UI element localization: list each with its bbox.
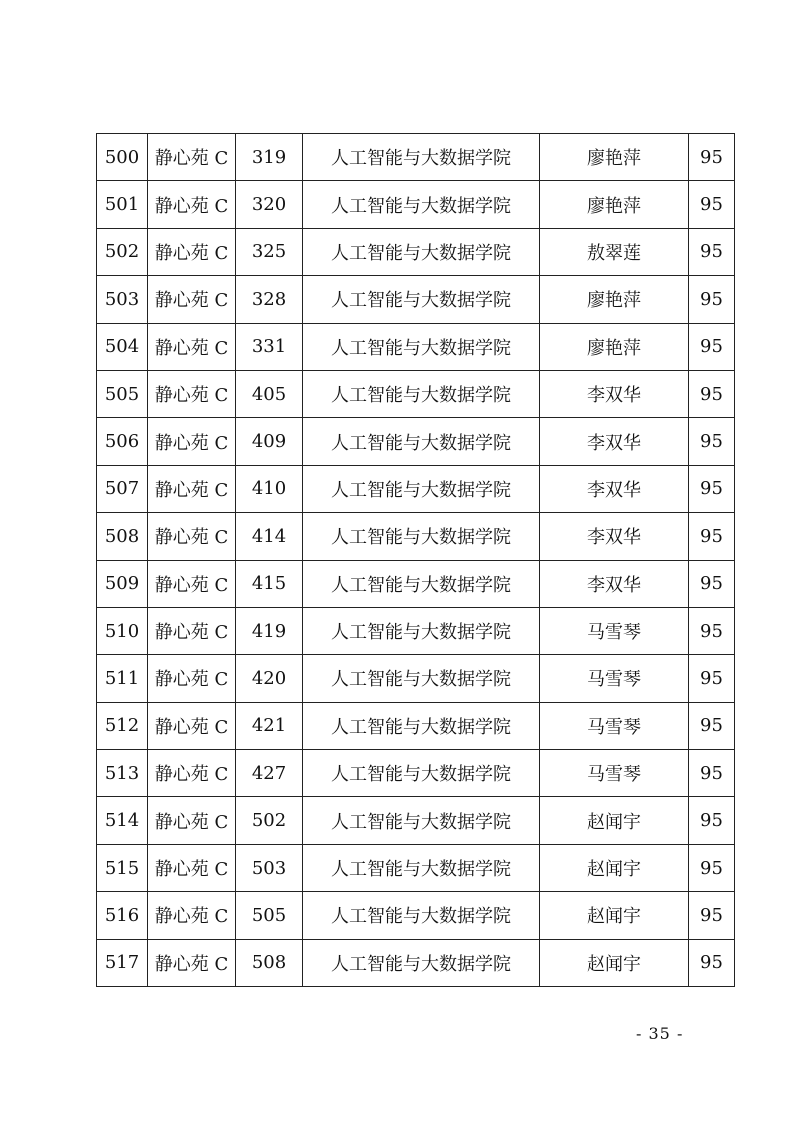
room-number-cell: 505	[236, 892, 303, 939]
building-cell: 静心苑 C	[148, 370, 236, 417]
score-cell: 95	[689, 276, 735, 323]
room-number-cell: 415	[236, 560, 303, 607]
room-number-cell: 328	[236, 276, 303, 323]
college-cell: 人工智能与大数据学院	[303, 134, 540, 181]
score-cell: 95	[689, 655, 735, 702]
manager-name-cell: 马雪琴	[540, 607, 689, 654]
row-number-cell: 500	[97, 134, 148, 181]
score-cell: 95	[689, 181, 735, 228]
dormitory-score-table	[96, 133, 735, 987]
row-number-cell: 515	[97, 844, 148, 891]
table-row	[97, 797, 735, 844]
table-row	[97, 607, 735, 654]
row-number-cell: 503	[97, 276, 148, 323]
college-cell: 人工智能与大数据学院	[303, 513, 540, 560]
manager-name-cell: 赵闻宇	[540, 939, 689, 986]
college-cell: 人工智能与大数据学院	[303, 655, 540, 702]
building-cell: 静心苑 C	[148, 560, 236, 607]
college-cell: 人工智能与大数据学院	[303, 702, 540, 749]
row-number-cell: 501	[97, 181, 148, 228]
manager-name-cell: 李双华	[540, 560, 689, 607]
building-cell: 静心苑 C	[148, 939, 236, 986]
room-number-cell: 421	[236, 702, 303, 749]
table-row	[97, 702, 735, 749]
building-cell: 静心苑 C	[148, 134, 236, 181]
building-cell: 静心苑 C	[148, 892, 236, 939]
table-row	[97, 418, 735, 465]
college-cell: 人工智能与大数据学院	[303, 607, 540, 654]
manager-name-cell: 敖翠莲	[540, 228, 689, 275]
room-number-cell: 325	[236, 228, 303, 275]
table-row	[97, 892, 735, 939]
table-row	[97, 370, 735, 417]
score-cell: 95	[689, 513, 735, 560]
room-number-cell: 419	[236, 607, 303, 654]
score-cell: 95	[689, 418, 735, 465]
college-cell: 人工智能与大数据学院	[303, 276, 540, 323]
table-row	[97, 513, 735, 560]
row-number-cell: 504	[97, 323, 148, 370]
table-row	[97, 844, 735, 891]
score-cell: 95	[689, 323, 735, 370]
building-cell: 静心苑 C	[148, 607, 236, 654]
building-cell: 静心苑 C	[148, 418, 236, 465]
manager-name-cell: 李双华	[540, 513, 689, 560]
manager-name-cell: 李双华	[540, 465, 689, 512]
college-cell: 人工智能与大数据学院	[303, 465, 540, 512]
building-cell: 静心苑 C	[148, 655, 236, 702]
room-number-cell: 502	[236, 797, 303, 844]
score-cell: 95	[689, 465, 735, 512]
college-cell: 人工智能与大数据学院	[303, 939, 540, 986]
manager-name-cell: 赵闻宇	[540, 797, 689, 844]
score-cell: 95	[689, 892, 735, 939]
table-row	[97, 134, 735, 181]
row-number-cell: 511	[97, 655, 148, 702]
manager-name-cell: 李双华	[540, 370, 689, 417]
score-cell: 95	[689, 750, 735, 797]
score-cell: 95	[689, 370, 735, 417]
score-cell: 95	[689, 228, 735, 275]
row-number-cell: 517	[97, 939, 148, 986]
manager-name-cell: 廖艳萍	[540, 134, 689, 181]
table-row	[97, 276, 735, 323]
room-number-cell: 331	[236, 323, 303, 370]
building-cell: 静心苑 C	[148, 844, 236, 891]
row-number-cell: 507	[97, 465, 148, 512]
room-number-cell: 427	[236, 750, 303, 797]
table-row	[97, 560, 735, 607]
manager-name-cell: 赵闻宇	[540, 892, 689, 939]
building-cell: 静心苑 C	[148, 797, 236, 844]
room-number-cell: 414	[236, 513, 303, 560]
manager-name-cell: 马雪琴	[540, 750, 689, 797]
college-cell: 人工智能与大数据学院	[303, 750, 540, 797]
row-number-cell: 513	[97, 750, 148, 797]
table-row	[97, 323, 735, 370]
table-row	[97, 655, 735, 702]
score-cell: 95	[689, 797, 735, 844]
manager-name-cell: 马雪琴	[540, 655, 689, 702]
manager-name-cell: 廖艳萍	[540, 276, 689, 323]
college-cell: 人工智能与大数据学院	[303, 323, 540, 370]
college-cell: 人工智能与大数据学院	[303, 370, 540, 417]
building-cell: 静心苑 C	[148, 513, 236, 560]
college-cell: 人工智能与大数据学院	[303, 892, 540, 939]
manager-name-cell: 马雪琴	[540, 702, 689, 749]
room-number-cell: 405	[236, 370, 303, 417]
score-cell: 95	[689, 702, 735, 749]
building-cell: 静心苑 C	[148, 228, 236, 275]
score-cell: 95	[689, 939, 735, 986]
table-body	[97, 134, 735, 987]
table-row	[97, 228, 735, 275]
room-number-cell: 409	[236, 418, 303, 465]
row-number-cell: 505	[97, 370, 148, 417]
row-number-cell: 510	[97, 607, 148, 654]
score-cell: 95	[689, 607, 735, 654]
row-number-cell: 512	[97, 702, 148, 749]
row-number-cell: 506	[97, 418, 148, 465]
college-cell: 人工智能与大数据学院	[303, 844, 540, 891]
page-number: - 35 -	[636, 1024, 684, 1043]
row-number-cell: 516	[97, 892, 148, 939]
manager-name-cell: 廖艳萍	[540, 181, 689, 228]
room-number-cell: 503	[236, 844, 303, 891]
college-cell: 人工智能与大数据学院	[303, 418, 540, 465]
college-cell: 人工智能与大数据学院	[303, 560, 540, 607]
manager-name-cell: 廖艳萍	[540, 323, 689, 370]
college-cell: 人工智能与大数据学院	[303, 181, 540, 228]
building-cell: 静心苑 C	[148, 323, 236, 370]
score-cell: 95	[689, 844, 735, 891]
table-row	[97, 181, 735, 228]
manager-name-cell: 李双华	[540, 418, 689, 465]
room-number-cell: 319	[236, 134, 303, 181]
row-number-cell: 502	[97, 228, 148, 275]
room-number-cell: 508	[236, 939, 303, 986]
building-cell: 静心苑 C	[148, 276, 236, 323]
table-row	[97, 939, 735, 986]
table-row	[97, 750, 735, 797]
score-cell: 95	[689, 560, 735, 607]
score-cell: 95	[689, 134, 735, 181]
college-cell: 人工智能与大数据学院	[303, 228, 540, 275]
table-row	[97, 465, 735, 512]
building-cell: 静心苑 C	[148, 702, 236, 749]
row-number-cell: 509	[97, 560, 148, 607]
college-cell: 人工智能与大数据学院	[303, 797, 540, 844]
room-number-cell: 420	[236, 655, 303, 702]
room-number-cell: 410	[236, 465, 303, 512]
building-cell: 静心苑 C	[148, 181, 236, 228]
room-number-cell: 320	[236, 181, 303, 228]
manager-name-cell: 赵闻宇	[540, 844, 689, 891]
row-number-cell: 508	[97, 513, 148, 560]
building-cell: 静心苑 C	[148, 465, 236, 512]
building-cell: 静心苑 C	[148, 750, 236, 797]
row-number-cell: 514	[97, 797, 148, 844]
